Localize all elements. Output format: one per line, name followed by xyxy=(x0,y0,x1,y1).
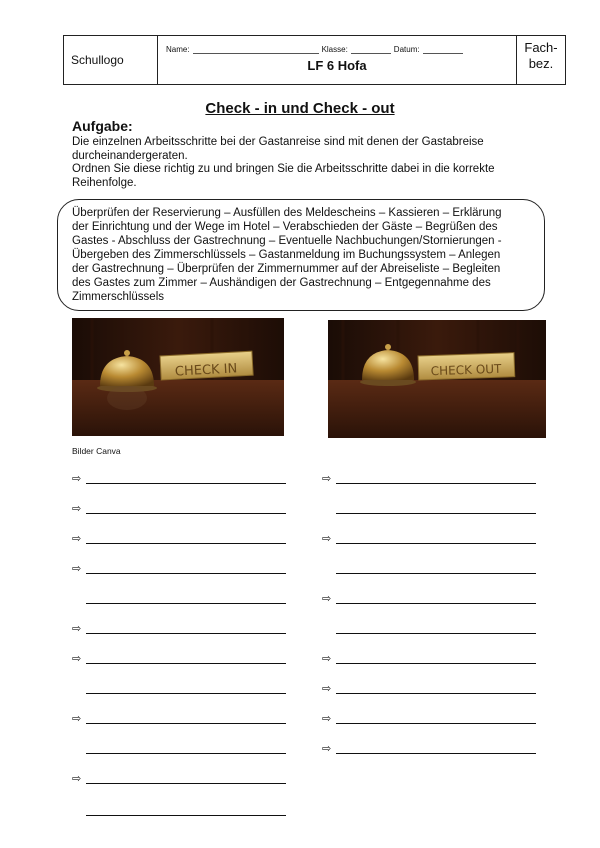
instruction-line: durcheinandergeraten. xyxy=(72,149,188,162)
answer-line[interactable] xyxy=(322,682,536,694)
answer-line[interactable] xyxy=(336,622,536,634)
outline-right-arrow-icon: ⇨ xyxy=(322,653,332,665)
outline-right-arrow-icon: ⇨ xyxy=(72,533,82,545)
datum-label: Datum: xyxy=(393,45,420,54)
header-table xyxy=(63,35,566,85)
school-logo-cell: Schullogo xyxy=(64,36,158,84)
answer-line[interactable] xyxy=(86,592,286,604)
answer-line[interactable] xyxy=(86,742,286,754)
checkin-photo xyxy=(72,318,284,436)
instructions xyxy=(72,136,552,190)
word-bank-line: Zimmerschlüssels xyxy=(72,291,165,303)
aufgabe-heading: Aufgabe: xyxy=(72,118,133,134)
outline-right-arrow-icon: ⇨ xyxy=(322,473,332,485)
checkout-photo xyxy=(328,320,546,438)
word-bank-line: der Gastrechnung – Überprüfen der Zimmernummer auf der Abreiseliste – Begleiten xyxy=(72,263,501,275)
word-bank-line: Gastes - Abschluss der Gastrechnung – Eventuelle Nachbuchungen/Stornierungen - xyxy=(72,235,502,247)
answer-line[interactable] xyxy=(72,532,286,544)
outline-right-arrow-icon: ⇨ xyxy=(72,653,82,665)
outline-right-arrow-icon: ⇨ xyxy=(72,773,82,785)
datum-field[interactable] xyxy=(423,46,463,54)
fach-line1: Fach- xyxy=(524,40,558,55)
answer-line[interactable] xyxy=(322,532,536,544)
word-bank-line: Übergeben des Zimmerschlüssels – Gastanmeldung im Buchungssystem – Anlegen xyxy=(72,249,501,261)
answer-line[interactable] xyxy=(322,742,536,754)
outline-right-arrow-icon: ⇨ xyxy=(72,713,82,725)
answer-line[interactable] xyxy=(86,804,286,816)
answer-line[interactable] xyxy=(336,502,536,514)
answer-line[interactable] xyxy=(322,592,536,604)
klasse-field[interactable] xyxy=(351,46,391,54)
page-title: Check - in und Check - out xyxy=(205,100,395,117)
outline-right-arrow-icon: ⇨ xyxy=(322,683,332,695)
lf-title: LF 6 Hofa xyxy=(307,58,367,73)
answer-line[interactable] xyxy=(72,622,286,634)
fach-line2: bez. xyxy=(528,56,554,71)
answer-line[interactable] xyxy=(322,652,536,664)
outline-right-arrow-icon: ⇨ xyxy=(322,593,332,605)
answer-line[interactable] xyxy=(72,772,286,784)
answer-line[interactable] xyxy=(72,472,286,484)
instruction-line: Ordnen Sie diese richtig zu und bringen Sie die Arbeitsschritte dabei in die korrekte xyxy=(72,163,495,175)
outline-right-arrow-icon: ⇨ xyxy=(322,533,332,545)
answer-line[interactable] xyxy=(72,562,286,574)
word-bank-line: der Einrichtung und der Wege im Hotel – Verabschieden der Gäste – Begrüßen des xyxy=(72,221,498,233)
word-bank-box xyxy=(57,199,545,311)
word-bank-line: des Gastes zum Zimmer – Aushändigen der Gastrechnung – Entgegennahme des xyxy=(72,277,491,289)
checkin-sign-text: CHECK IN xyxy=(174,361,238,380)
answer-line[interactable] xyxy=(72,652,286,664)
checkout-sign-text: CHECK OUT xyxy=(430,361,502,379)
outline-right-arrow-icon: ⇨ xyxy=(72,563,82,575)
header-info-cell xyxy=(158,36,517,84)
answer-line[interactable] xyxy=(322,472,536,484)
outline-right-arrow-icon: ⇨ xyxy=(72,623,82,635)
name-label: Name: xyxy=(166,45,190,54)
klasse-label: Klasse: xyxy=(321,45,348,54)
answer-line[interactable] xyxy=(72,502,286,514)
instruction-line: Die einzelnen Arbeitsschritte bei der Gastanreise sind mit denen der Gastabreise xyxy=(72,136,484,148)
instruction-line: Reihenfolge. xyxy=(72,176,137,189)
outline-right-arrow-icon: ⇨ xyxy=(72,473,82,485)
word-bank-line: Überprüfen der Reservierung – Ausfüllen des Meldescheins – Kassieren – Erklärung xyxy=(72,207,502,219)
name-field[interactable] xyxy=(193,46,319,54)
fach-cell xyxy=(517,36,565,84)
header-fields xyxy=(166,45,508,54)
answer-line[interactable] xyxy=(86,682,286,694)
outline-right-arrow-icon: ⇨ xyxy=(322,713,332,725)
outline-right-arrow-icon: ⇨ xyxy=(322,743,332,755)
answer-line[interactable] xyxy=(336,562,536,574)
answer-line[interactable] xyxy=(322,712,536,724)
answer-line[interactable] xyxy=(72,712,286,724)
image-credit: Bilder Canva xyxy=(72,446,121,456)
outline-right-arrow-icon: ⇨ xyxy=(72,503,82,515)
